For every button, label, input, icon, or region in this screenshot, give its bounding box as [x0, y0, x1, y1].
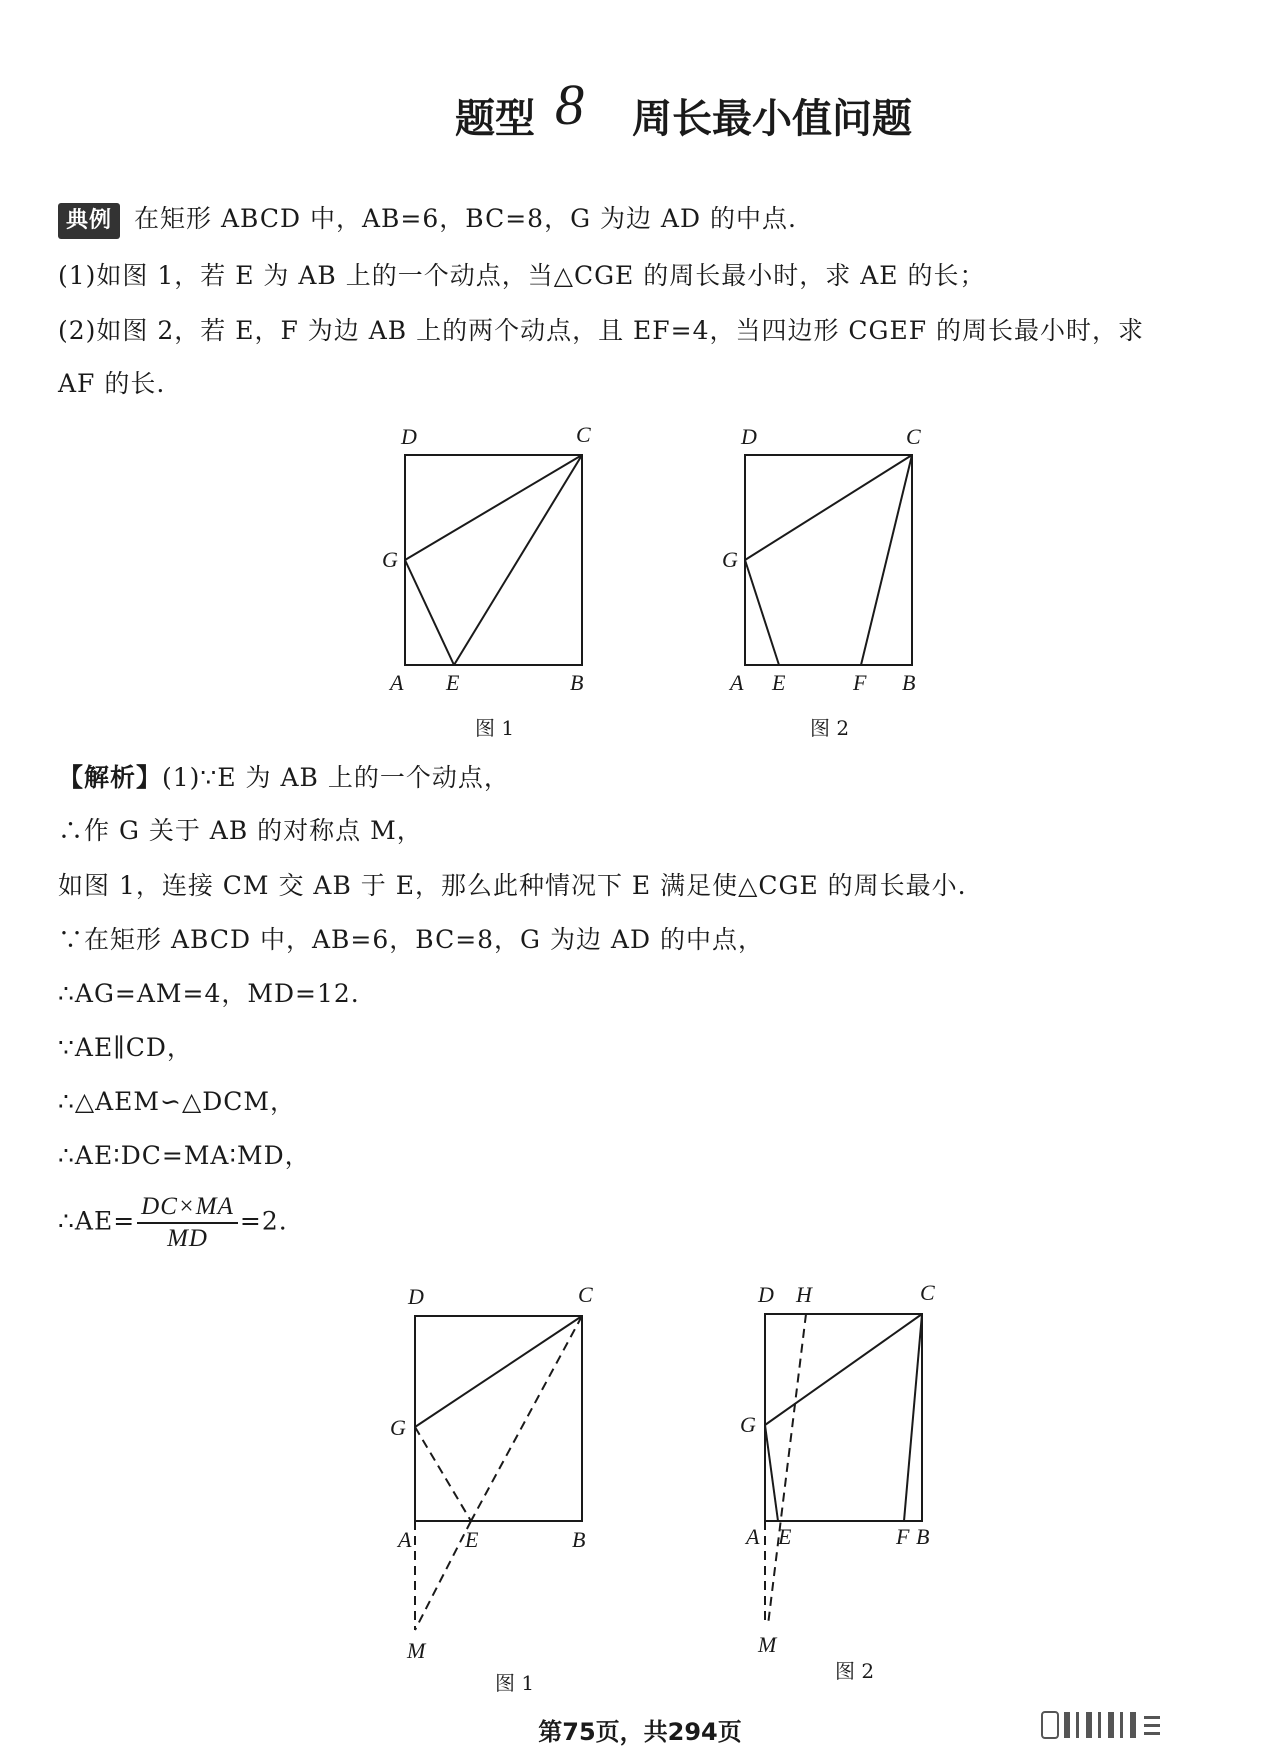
section-title — [0, 72, 1280, 145]
title-text: 周长最小值问题 — [632, 96, 912, 142]
figure-2-caption: 图 2 — [810, 716, 850, 740]
label-c: C — [578, 1282, 593, 1307]
figure-1-caption: 图 1 — [475, 716, 515, 740]
solution-line-2: ∴作 G 关于 AB 的对称点 M， — [58, 816, 423, 845]
figure-2-bottom — [740, 1280, 980, 1695]
solution-line-4: ∵在矩形 ABCD 中，AB=6，BC=8，G 为边 AD 的中点， — [58, 925, 764, 954]
label-d: D — [741, 424, 757, 449]
label-g: G — [382, 547, 398, 572]
label-e: E — [446, 670, 460, 695]
example-stem-line — [58, 203, 797, 239]
label-c: C — [906, 424, 921, 449]
label-b: B — [902, 670, 916, 695]
label-h: H — [796, 1282, 812, 1307]
question-1: (1)如图 1，若 E 为 AB 上的一个动点，当△CGE 的周长最小时，求 AE 的长； — [58, 261, 986, 290]
figure-2-caption: 图 2 — [835, 1659, 875, 1683]
label-g: G — [390, 1415, 406, 1440]
label-b: B — [570, 670, 584, 695]
label-d: D — [408, 1284, 424, 1309]
label-m: M — [758, 1632, 777, 1657]
label-f: F — [853, 670, 867, 695]
figure-1-bottom — [390, 1280, 630, 1695]
question-2-line-2: AF 的长. — [58, 369, 166, 398]
scan-marks-decoration — [1040, 1708, 1240, 1742]
solution-line-1: 【解析】(1)∵E 为 AB 上的一个动点， — [58, 763, 510, 792]
figure-1-caption: 图 1 — [495, 1671, 535, 1695]
figure-2-top — [720, 420, 950, 740]
title-number: 8 — [555, 72, 584, 137]
page-footer: 第75页，共294页 — [538, 1718, 742, 1746]
label-c: C — [920, 1280, 935, 1305]
label-a: A — [746, 1524, 760, 1549]
label-e: E — [772, 670, 786, 695]
label-a: A — [390, 670, 404, 695]
solution-line-3: 如图 1，连接 CM 交 AB 于 E，那么此种情况下 E 满足使△CGE 的周长最小. — [58, 871, 967, 900]
label-e: E — [778, 1524, 792, 1549]
label-b: B — [572, 1527, 586, 1552]
label-e: E — [465, 1527, 479, 1552]
label-m: M — [407, 1638, 426, 1663]
solution-final: ∴AE= $\frac{DC\times MA}{MD}$ =2. — [58, 1193, 288, 1252]
label-a: A — [730, 670, 744, 695]
label-d: D — [401, 424, 417, 449]
question-2-line-1: (2)如图 2，若 E，F 为边 AB 上的两个动点，且 EF=4，当四边形 CGEF 的周长最小时，求 — [58, 316, 1145, 345]
label-b: B — [916, 1524, 930, 1549]
solution-line-5: ∴AG=AM=4，MD=12. — [58, 979, 360, 1008]
fraction: $\frac{DC\times MA}{MD}$ — [137, 1192, 238, 1254]
title-prefix: 题型 — [455, 96, 535, 142]
label-f: F — [896, 1524, 910, 1549]
label-g: G — [740, 1412, 756, 1437]
label-c: C — [576, 422, 591, 447]
solution-line-7: ∴△AEM∽△DCM， — [58, 1087, 296, 1116]
label-g: G — [722, 547, 738, 572]
solution-line-8: ∴AE∶DC=MA∶MD， — [58, 1141, 311, 1170]
example-stem: 在矩形 ABCD 中，AB=6，BC=8，G 为边 AD 的中点. — [134, 204, 797, 233]
label-d: D — [758, 1282, 774, 1307]
figure-1-top — [380, 420, 610, 740]
label-a: A — [398, 1527, 412, 1552]
example-badge: 典例 — [58, 203, 120, 239]
solution-tag: 【解析】 — [58, 763, 163, 792]
solution-line-6: ∵AE∥CD， — [58, 1033, 193, 1062]
